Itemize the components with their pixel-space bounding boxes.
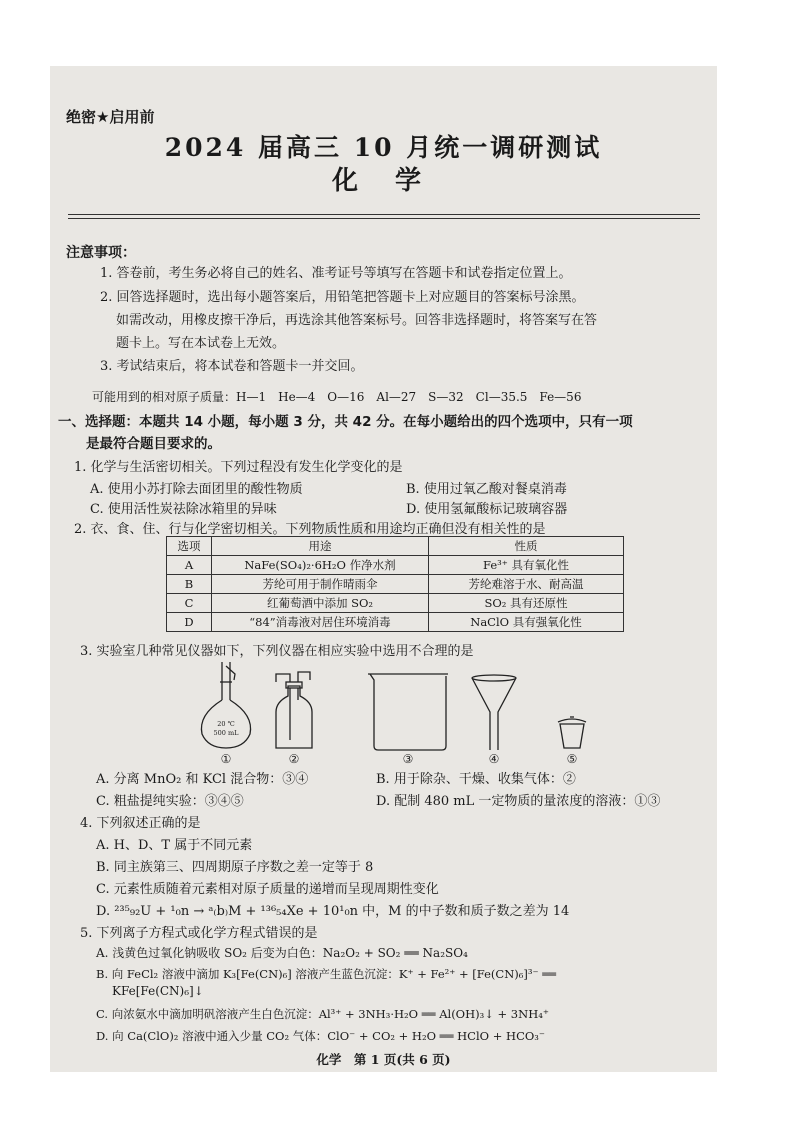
table-row [167, 575, 624, 594]
beaker-icon [368, 674, 448, 750]
notice-item-3: 3. 考试结束后，将本试卷和答题卡一并交回。 [100, 359, 364, 374]
confidential-mark: 绝密★启用前 [66, 108, 155, 126]
table-row [167, 556, 624, 575]
cell: “84”消毒液对居住环境消毒 [212, 613, 429, 632]
label-2: ② [288, 752, 300, 766]
cell: SO₂ 具有还原性 [429, 594, 624, 613]
q1-option-a: A. 使用小苏打除去面团里的酸性物质 [90, 482, 303, 497]
col-header-use: 用途 [212, 537, 429, 556]
label-5: ⑤ [566, 752, 578, 766]
page-footer: 化学 第 1 页(共 6 页) [316, 1052, 451, 1067]
q3-option-d: D. 配制 480 mL 一定物质的量浓度的溶液：①③ [376, 794, 661, 809]
q4-option-a: A. H、D、T 属于不同元素 [96, 838, 253, 853]
q1-option-d: D. 使用氢氟酸标记玻璃容器 [406, 502, 568, 517]
q1-stem: 1. 化学与生活密切相关。下列过程没有发生化学变化的是 [74, 460, 403, 475]
cell: D [167, 613, 212, 632]
funnel-icon [472, 675, 516, 750]
notice-item-2: 2. 回答选择题时，选出每小题答案后，用铅笔把答题卡上对应题目的答案标号涂黑。 [100, 290, 585, 305]
q5-option-b: B. 向 FeCl₂ 溶液中滴加 K₃[Fe(CN)₆] 溶液产生蓝色沉淀：K⁺ + Fe²⁺ + [Fe(CN)₆]³⁻ ══ [96, 967, 557, 981]
flask-volume-label: 500 mL [213, 729, 239, 737]
label-3: ③ [402, 752, 414, 766]
exam-title: 2024 届高三 10 月统一调研测试 [164, 133, 603, 162]
cell: NaFe(SO₄)₂·6H₂O 作净水剂 [212, 556, 429, 575]
q4-option-b: B. 同主族第三、四周期原子序数之差一定等于 8 [96, 860, 374, 875]
q5-stem: 5. 下列离子方程式或化学方程式错误的是 [80, 926, 318, 941]
exam-sheet [50, 66, 717, 1072]
label-4: ④ [488, 752, 500, 766]
section-heading: 一、选择题：本题共 14 小题，每小题 3 分，共 42 分。在每小题给出的四个选项中，只有一项 [58, 414, 633, 430]
cell: B [167, 575, 212, 594]
subject-title: 化 学 [331, 166, 436, 196]
cell: NaClO 具有强氧化性 [429, 613, 624, 632]
col-header-property: 性质 [429, 537, 624, 556]
flask-temperature-label: 20 ℃ [217, 720, 235, 728]
q2-table [166, 536, 624, 632]
q3-option-b: B. 用于除杂、干燥、收集气体：② [376, 772, 576, 787]
crucible-icon [558, 717, 586, 748]
table-row [167, 613, 624, 632]
cell: C [167, 594, 212, 613]
title-rule-thick [68, 214, 700, 215]
q5-option-b-cont: KFe[Fe(CN)₆]↓ [112, 984, 204, 998]
table-row [167, 594, 624, 613]
apparatus-figure [190, 660, 590, 766]
q1-option-b: B. 使用过氧乙酸对餐桌消毒 [406, 482, 567, 497]
q2-stem: 2. 衣、食、住、行与化学密切相关。下列物质性质和用途均正确但没有相关性的是 [74, 522, 546, 537]
q5-option-a: A. 浅黄色过氧化钠吸收 SO₂ 后变为白色：Na₂O₂ + SO₂ ══ Na₂SO₄ [96, 946, 468, 960]
q3-stem: 3. 实验室几种常见仪器如下，下列仪器在相应实验中选用不合理的是 [80, 644, 474, 659]
col-header-option: 选项 [167, 537, 212, 556]
cell: 红葡萄酒中添加 SO₂ [212, 594, 429, 613]
notice-item-1: 1. 答卷前，考生务必将自己的姓名、准考证号等填写在答题卡和试卷指定位置上。 [100, 266, 572, 281]
label-1: ① [220, 752, 232, 766]
notice-item-2-cont2: 题卡上。写在本试卷上无效。 [116, 336, 286, 351]
q4-stem: 4. 下列叙述正确的是 [80, 816, 201, 831]
title-rule-thin [68, 218, 700, 219]
q5-option-c: C. 向浓氨水中滴加明矾溶液产生白色沉淀：Al³⁺ + 3NH₃·H₂O ══ Al(OH)₃↓ + 3NH₄⁺ [96, 1007, 549, 1021]
table-header-row [167, 537, 624, 556]
gas-washing-bottle-icon [276, 672, 312, 748]
q1-option-c: C. 使用活性炭祛除冰箱里的异味 [90, 502, 277, 517]
cell: Fe³⁺ 具有氧化性 [429, 556, 624, 575]
section-heading-cont: 是最符合题目要求的。 [86, 436, 221, 452]
q3-option-a: A. 分离 MnO₂ 和 KCl 混合物：③④ [96, 772, 309, 787]
cell: 芳纶难溶于水、耐高温 [429, 575, 624, 594]
q5-option-d: D. 向 Ca(ClO)₂ 溶液中通入少量 CO₂ 气体：ClO⁻ + CO₂ + H₂O ══ HClO + HCO₃⁻ [96, 1029, 545, 1043]
notice-item-2-cont: 如需改动，用橡皮擦干净后，再选涂其他答案标号。回答非选择题时，将答案写在答 [116, 313, 598, 328]
q3-option-c: C. 粗盐提纯实验：③④⑤ [96, 794, 244, 809]
notice-heading: 注意事项： [66, 245, 136, 261]
q4-option-c: C. 元素性质随着元素相对原子质量的递增而呈现周期性变化 [96, 882, 439, 897]
atomic-masses: 可能用到的相对原子质量：H—1 He—4 O—16 Al—27 S—32 Cl—35.5 Fe—56 [92, 390, 582, 404]
cell: 芳纶可用于制作晴雨伞 [212, 575, 429, 594]
cell: A [167, 556, 212, 575]
q4-option-d: D. ²³⁵₉₂U + ¹₀n → ᵃ₍b₎M + ¹³⁶₅₄Xe + 10¹₀n 中，M 的中子数和质子数之差为 14 [96, 904, 570, 919]
